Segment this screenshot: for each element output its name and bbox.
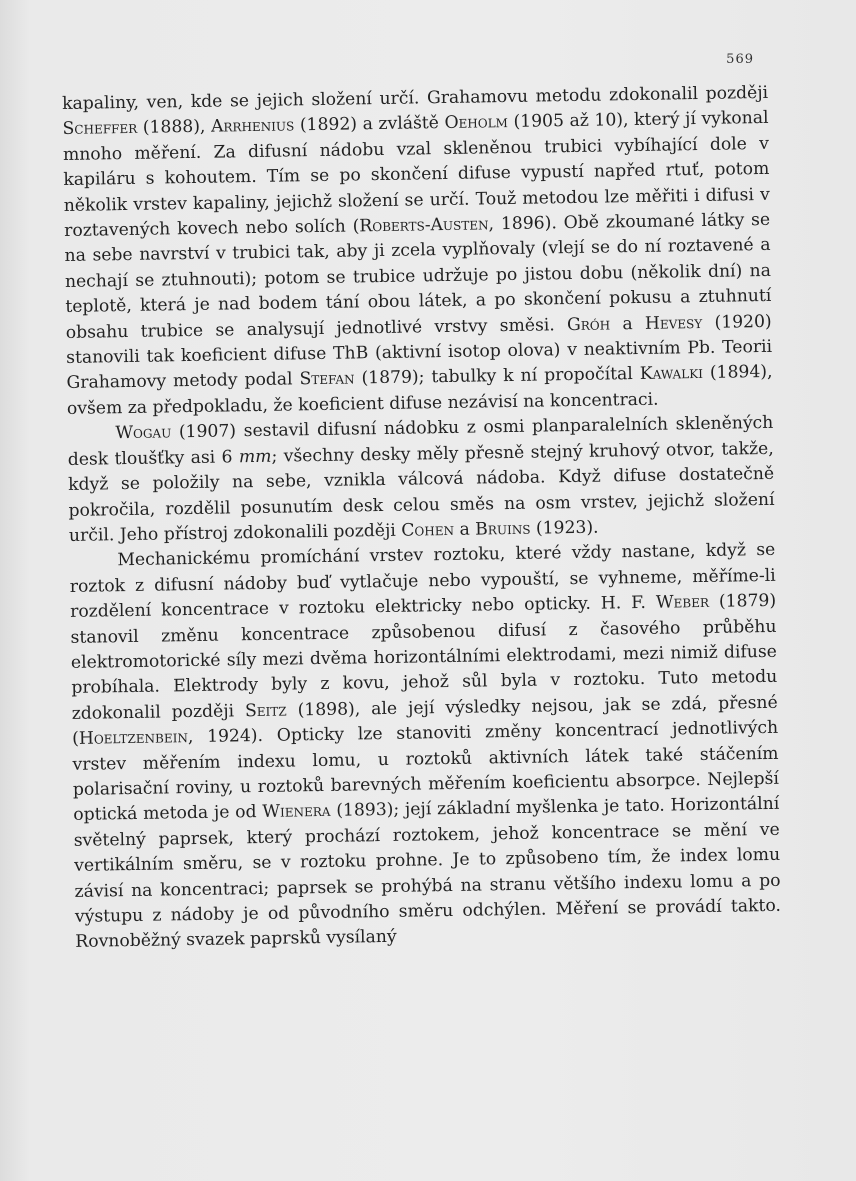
text-run: (1905 až 10), který jí vykonal mnoho měření. Za difusní nádobu vzal skleněnou trubici vybíhající dole v kapiláru s kohoutem. Tím se po skončení difuse vypustí napřed rtuť, potom několik vrstev kapaliny, jejichž složení se určí. Touž metodou lze měřiti i difusi v roztavených kovech nebo solích ( [62,108,770,242]
author-name: Seitz [244,700,287,721]
author-name: Kawalki [639,363,704,385]
paragraph [67,411,775,549]
author-name: Stefan [299,368,355,390]
text-run: (1893); její základní myšlenka je tato. Horizontální světelný paprsek, který prochází roztokem, jehož koncentrace se mění ve vertikálním směru, se v roztoku prohne. Je to způsobeno tím, že index lomu závisí na koncentraci; paprsek se prohýbá na stranu většího indexu lomu a po výstupu z nádoby je od původního směru odchýlen. Měření se provádí takto. Rovnoběžný svazek paprsků vysílaný [73,794,782,953]
author-name: Wogau [115,422,172,444]
author-name: Arrhenius [210,115,295,138]
author-name: Gróh [566,314,611,335]
text-run: a [609,313,646,335]
text-run: (1888), [137,117,212,139]
text-run: a [453,519,476,540]
author-name: Wienera [262,801,331,823]
body-text [62,81,781,956]
text-run: (1879) stanovil změnu koncentrace způsobenou difusí z časového průběhu elektromotorické síly mezi dvěma horizontálními elektrodami, mezi nimiž difuse probíhala. Elektrody byly z kovu, jehož sůl byla v roztoku. Tuto metodu zdokonalil později [70,590,778,724]
author-name: Weber [655,592,710,613]
text-run: (1879); tabulky k ní propočítal [354,364,640,389]
paragraph [69,538,781,956]
author-name: Oeholm [444,112,509,134]
page-number: 569 [726,52,754,67]
author-name: Scheffer [62,118,138,140]
author-name: Hoeltzenbein [78,727,189,749]
text-run: , 1896). Obě zkoumané látky se na sebe navrství v trubici tak, aby ji zcela vyplňovaly (vlejí se do ní roztavené a nechají se ztuhnouti); potom se trubice udržuje po jistou dobu (několik dní) na teplotě, která je nad bodem tání obou látek, a po skončení pokusu a ztuhnutí obsahu trubice se analysují jednotlivé vrstvy směsi. [64,209,772,343]
text-run: ; všechny desky měly přesně stejný kruhový otvor, takže, když se položily na sebe, vznikla válcová nádoba. Když difuse dostatečně pokročila, rozdělil posunutím desk celou směs na osm vrstev, jejichž složení určil. Jeho přístroj zdokonalili později [68,438,775,546]
author-name: Hevesy [644,312,703,334]
text-run: (1894), ovšem za předpokladu, že koeficient difuse nezávisí na koncentraci. [66,362,773,419]
author-name: Bruins [475,518,531,540]
paragraph [62,81,773,422]
text-run: (1898), ale její výsledky nejsou, jak se zdá, přesné ( [72,692,778,750]
text-run: (1923). [530,517,599,539]
italic-text: mm [238,446,272,467]
text-run: , 1924). Opticky lze stanoviti změny koncentrací jednotlivých vrstev měřením indexu lomu, u roztoků aktivních látek také stáčením polarisační roviny, u roztoků barevných měřením koeficientu absorpce. Nejlepší optická metoda je od [72,717,780,826]
author-name: Roberts-Austen [359,214,489,237]
text-run: (1920) stanovili tak koeficient difuse ThB (aktivní isotop olova) v neaktivním Pb. Teorii Grahamovy metody podal [66,311,773,394]
text-run: kapaliny, ven, kde se jejich složení určí. Grahamovu metodu zdokonalil později [62,82,769,114]
text-run: (1892) a zvláště [294,113,445,136]
author-name: Cohen [401,519,455,541]
text-run: Mechanickému promíchání vrstev roztoku, které vždy nastane, když se roztok z difusní nádoby buď vytlačuje nebo vypouští, se vyhneme, měříme-li rozdělení koncentrace v roztoku elektricky nebo opticky. H. F. [69,540,776,623]
text-run: (1907) sestavil difusní nádobku z osmi planparalelních skleněných desk tloušťky asi 6 [67,413,774,470]
